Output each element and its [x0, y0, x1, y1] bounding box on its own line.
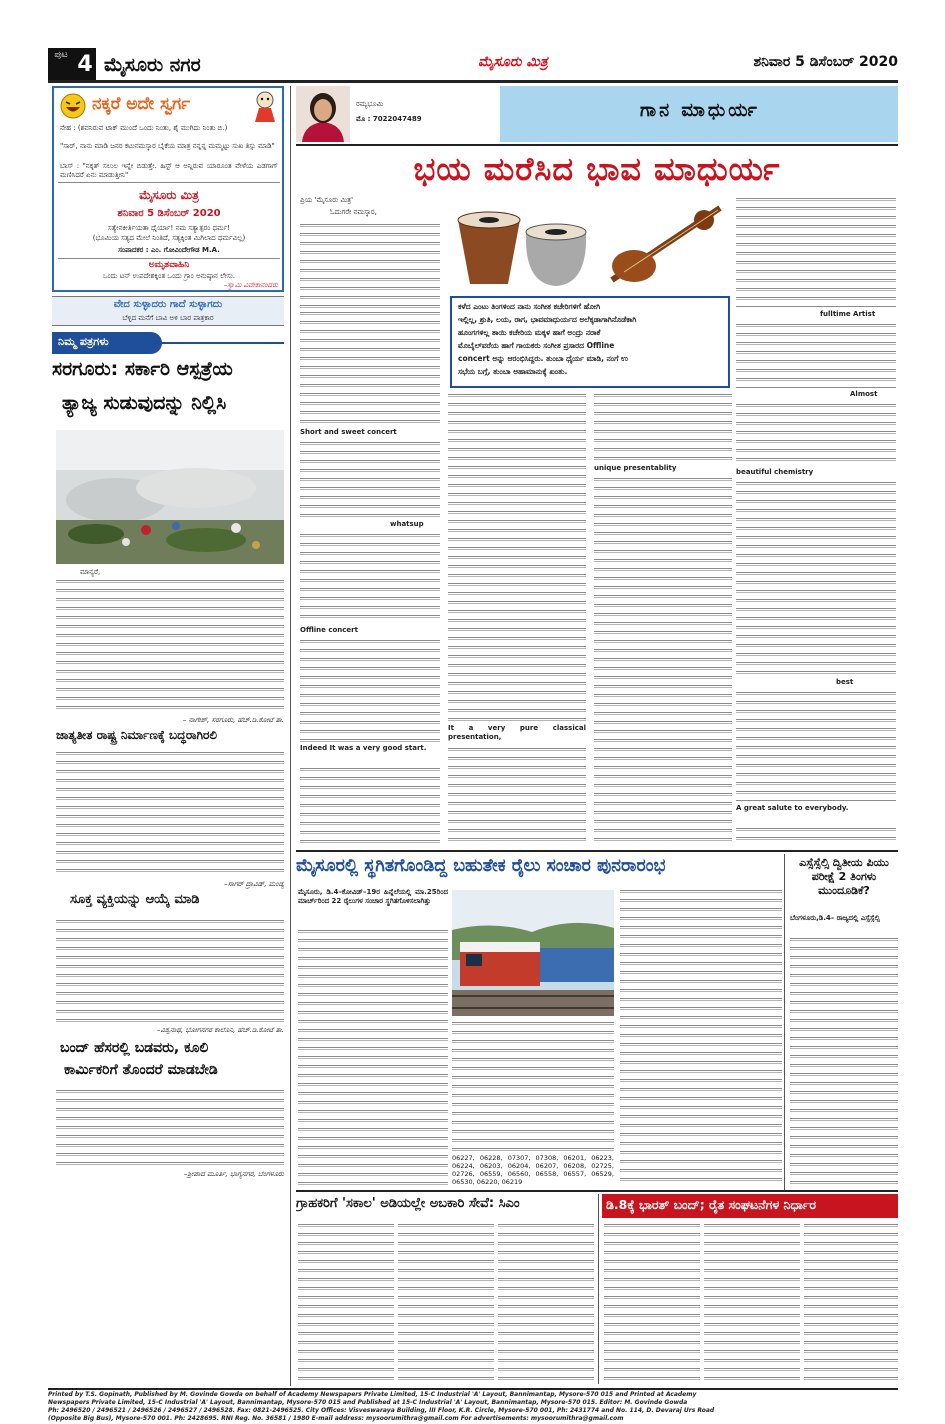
- pullquote-line-4: ಮೊಬೈಲ್‌ವರೆಯ ಹಾಗೆ ಗಾಯಕರು ಸಂಗೀತ ಪ್ರಸಾರದ Offline: [458, 341, 615, 350]
- proverb-box: [52, 296, 284, 326]
- feature-phrase-concert: Short and sweet concert: [300, 428, 397, 436]
- bandh-headline-1: ಬಂದ್ ಹೆಸರಲ್ಲಿ ಬಡವರು, ಕೂಲಿ: [60, 1040, 209, 1056]
- feature-bottom-rule: [296, 850, 898, 852]
- sslc-body: [790, 936, 898, 1186]
- bandh-headline-box: [602, 1194, 898, 1218]
- pullquote-line-2: ಇಲ್ಲಿಲ್ಲ, ಶ್ರುತಿ, ಲಯ, ರಾಗ, ಭಾವಮಾಧುರ್ಯದ ಅಲೆಕ್ಕಡಾಗಾಗಿನೊಡೆಕಾಗಿ: [458, 315, 637, 324]
- footer-line-4: (Opposite Big Bus), Mysore-570 001. Ph: 2428695. RNI Reg. No. 36581 / 1980 E-mail address: mysoorumithra@gmail.com For advertisements: mysoorumithra@gmail.com: [48, 1415, 624, 1422]
- train-photo: [452, 890, 614, 1016]
- footer-line-3: Ph: 2496520 / 2496521 / 2496526 / 2496527 / 2496528. Fax: 0821-2496525. City Offices: Visveswaraya Building, III Floor, K.R. Circle, Mysore-570 001, Ph: 2431774 and No. 114, D. Devaraj Urs Road: [48, 1407, 715, 1414]
- feature-phrase-classical: It a very pure classical presentation,: [448, 724, 586, 742]
- humor-line-2: "ಸಾರ್, ನಾನು ಮಾಡಿ ಜನರ ಕಟುನಮಸ್ಕಾರ ಬೈಕೆಯ ಮಾತ್ರ ನನ್ನನ್ನ ಮಮ್ಮಟ್ಟು ಸುಖ ತಿಸ್ಸು ಮಾಡಿ": [60, 142, 275, 150]
- masthead-date: ಶನಿವಾರ 5 ಡಿಸೆಂಬರ್ 2020: [753, 54, 898, 70]
- bandh-rule: [598, 1194, 599, 1384]
- section-title: ಮೈಸೂರು ನಗರ: [104, 54, 201, 76]
- letter-sig-1: – ನಾಗೇಶ್, ಸರಗೂರು, ಹೆಚ್.ಡಿ.ಕೋಟೆ ತಾ.: [182, 716, 284, 724]
- footer-rule: [48, 1388, 898, 1390]
- feature-col-1-a: [300, 310, 440, 426]
- bandh-col-1: [604, 1222, 700, 1384]
- bandh-headline-2: ಕಾರ್ಮಿಕರಿಗೆ ತೊಂದರೆ ಮಾಡಬೇಡಿ: [64, 1062, 218, 1078]
- columnist-name: ರಮ್ಯಭೂಮಿ: [356, 100, 384, 108]
- excise-headline: ಗ್ರಾಹಕರಿಗೆ 'ಸಕಾಲ' ಅಡಿಯಲ್ಲೇ ಅಬಕಾರಿ ಸೇವೆ: ಸಿಎಂ: [296, 1196, 520, 1211]
- rail-headline: ಮೈಸೂರಲ್ಲಿ ಸ್ಥಗಿತಗೊಂಡಿದ್ದ ಬಹುತೇಕ ರೈಲು ಸಂಚಾರ ಪುನರಾರಂಭ: [296, 856, 666, 876]
- humor-box: [52, 86, 284, 292]
- tabla-image: [448, 192, 594, 296]
- feature-phrase-offline: Offline concert: [300, 626, 358, 634]
- amrutha-divider: [58, 258, 280, 259]
- feature-phrase-best: best: [836, 678, 854, 686]
- bottom-stories-rule: [296, 1190, 898, 1192]
- feature-phrase-salute: A great salute to everybody.: [736, 804, 849, 812]
- feature-col-2-a: [448, 392, 586, 722]
- letters-banner: [52, 332, 162, 354]
- feature-phrase-whatsup: whatsup: [390, 520, 424, 528]
- garbage-photo: [56, 430, 284, 564]
- footer-line-1: Printed by T.S. Gopinath, Published by M. Govinde Gowda on behalf of Academy Newspapers Private Limited, 15-C Industrial 'A' Layout, Bannimantap, Mysore-570 015 and Printed at Academy: [48, 1391, 697, 1398]
- amrutha-text: ಒಂದು ಟನ್ ಉಪದೇಶಕ್ಕಿಂತ ಒಂದು ಗ್ರಾಂ ಅನುಷ್ಠಾನ ಲೇಸು.: [102, 272, 236, 280]
- sslc-headline: ಎಸ್ಸೆಸ್ಸೆಲ್ಸಿ ದ್ವಿತೀಯ ಪಿಯು ಪರೀಕ್ಷೆ 2 ತಿಂಗಳು ಮುಂದೂಡಿಕೆ?: [799, 856, 889, 897]
- feature-col-4-c: [736, 480, 896, 676]
- feature-col-4-a: [736, 322, 896, 388]
- page-number: 4: [74, 48, 96, 82]
- feature-headline-box: [296, 146, 898, 194]
- letter-body-1: [56, 578, 284, 714]
- sslc-rule: [784, 854, 785, 1190]
- feature-col-1-e: [300, 766, 440, 846]
- feature-col-4-b: [736, 402, 896, 466]
- pullquote-line-1: ಕಳೆದ ಎಂಟು ತಿಂಗಳಿಂದ ನಾನು ಸಂಗೀತ ಕಚೇರಿಗಳಿಗೆ ಹೋಗಿ: [458, 302, 601, 311]
- feature-col-3-b: [594, 476, 732, 846]
- letter-body-2: [56, 750, 284, 878]
- caste-headline: ಜಾತ್ಯತೀತ ರಾಷ್ಟ್ರ ನಿರ್ಮಾಣಕ್ಕೆ ಬದ್ಧರಾಗಿರಲಿ: [56, 728, 218, 742]
- feature-col-4-d: [736, 690, 896, 802]
- letters-banner-rule: [160, 342, 284, 344]
- excise-col-1: [298, 1222, 394, 1384]
- imprint-logo: ಮೈಸೂರು ಮಿತ್ರ: [139, 188, 199, 202]
- left-column-rule: [290, 86, 291, 1386]
- column-title: ಗಾನ ಮಾಧುರ್ಯ: [640, 100, 760, 121]
- letter-sig-4: –ಶ್ರೀಪಾದ ಮೂರ್ತಿ, ಭಾಗ್ಯನಗರ, ಬೆಂಗಳೂರು: [183, 1170, 284, 1178]
- feature-headline: ಭಯ ಮರೆಸಿದ ಭಾವ ಮಾಧುರ್ಯ: [413, 150, 781, 188]
- page-label: ಪುಟ: [48, 48, 74, 82]
- imprint-tagline-1: ಸತ್ಯೇನಕೀರ್ತಿಯತಾ ಧೈರ್ಯಾ! ನಮ ಸತ್ಯಾತ್ಪರಂ ಧರ್ಮ!: [107, 224, 231, 232]
- feature-greeting-2: ಓದುಗರೇ ನಮಸ್ಕಾರ,: [330, 208, 377, 216]
- feature-phrase-unique: unique presentablity: [594, 464, 677, 472]
- letter-body-4: [56, 1088, 284, 1170]
- excise-col-3: [498, 1222, 594, 1384]
- feature-col-1-d: [300, 638, 440, 742]
- footer-imprint: [48, 1391, 898, 1424]
- feature-col-1-top: [300, 222, 440, 308]
- sslc-dateline: ಬೆಂಗಳೂರು,ಡಿ.4– ರಾಜ್ಯದಲ್ಲಿ ಎಸ್ಸೆಸ್ಸೆಲ್ಸಿ: [790, 914, 880, 922]
- columnist-phone: ಮೊ : 7022047489: [356, 115, 422, 123]
- letter-body-3: [56, 918, 284, 1024]
- imprint-tagline-2: (ಭೂಮಿಯ ಸತ್ಯದ ಮೇಲೆ ನಿಂತಿದೆ, ಸತ್ಯಕ್ಕಿಂತ ಮಿಗಿಲಾದ ಧರ್ಮವಿಲ್ಲ): [92, 234, 246, 242]
- excise-col-2: [398, 1222, 494, 1384]
- feature-col-1-b: [300, 440, 440, 518]
- imprint-date: ಶನಿವಾರ 5 ಡಿಸೆಂಬರ್ 2020: [117, 208, 221, 219]
- amrutha-author: –ಸ್ವಾಮಿ ವಿವೇಕಾನಂದರು: [223, 281, 278, 289]
- proverb-line-2: ಬೆಳ್ಳಿದ ಮನೆಗೆ ಬಾವಿ ಅಳಿ ಬಾರ ಪಾತ್ರಕಾರ: [122, 314, 214, 322]
- letter-headline-2: ತ್ಯಾಜ್ಯ ಸುಡುವುದನ್ನು ನಿಲ್ಲಿಸಿ: [62, 392, 227, 414]
- feature-col-1-c: [300, 532, 440, 624]
- pullquote-line-3: ಹೂಂಗಗಳಿಲ್ಲ ತಾಯಿ ಕಚೇರಿಯ ಮಕ್ಕಳ ಹಾಗೆ ಅಂದ್ರು ನರಾಕೆ: [458, 328, 601, 337]
- bandh-col-3: [804, 1222, 898, 1384]
- letters-banner-label: ನಿಮ್ಮ ಪತ್ರಗಳು: [58, 335, 109, 348]
- columnist-photo: [296, 86, 350, 142]
- feature-col-4-e: [736, 826, 896, 846]
- feature-phrase-audience: Indeed It was a very good start.: [300, 744, 427, 752]
- feature-col-4-top: [736, 196, 896, 308]
- column-title-band: [500, 86, 898, 142]
- rail-col-2: [452, 1020, 614, 1186]
- masthead: [48, 48, 898, 82]
- proverb-line-1: ವೇದ ಸುಳ್ಳಾದರು ಗಾದೆ ಸುಳ್ಳಾಗದು: [113, 299, 223, 310]
- veena-image: [600, 194, 730, 290]
- feature-phrase-fulltime: fulltime Artist: [820, 310, 876, 318]
- bandh-col-2: [704, 1222, 800, 1384]
- laugh-emoji-icon: [58, 92, 88, 120]
- bharat-bandh-headline: ಡಿ.8ಕ್ಕೆ ಭಾರತ್ ಬಂದ್; ರೈತ ಸಂಘಟನೆಗಳ ನಿರ್ಧಾರ: [606, 1197, 817, 1212]
- humor-title: ನಕ್ಕರೆ ಅದೇ ಸ್ವರ್ಗ: [92, 94, 191, 114]
- rail-dateline: ಮೈಸೂರು, ಡಿ.4–ಕೋವಿಡ್–19ರ ಹಿನ್ನೆಲೆಯಲ್ಲಿ ಮಾ.25ರಿಂದ ಮಾರ್ಚ್‌ರಿಂದ 22 ರೈಲುಗಳ ಸಂಚಾರ ಸ್ಥಗಿತಗೊಳಿಸಲಾಗಿತ್ತು: [298, 888, 448, 906]
- letter-sig-3: –ವಿಶ್ವನಾಥ, ಭೋಗನಗರ ಕಾಲೊನಿ, ಹೆಚ್.ಡಿ.ಕೋಟೆ ತಾ.: [156, 1026, 284, 1034]
- rail-col-3: [620, 888, 782, 1186]
- rail-col-1: [298, 928, 448, 1186]
- rights-headline: ಸೂಕ್ತ ವ್ಯಕ್ತಿಯನ್ನು ಆಯ್ಕೆ ಮಾಡಿ: [70, 892, 200, 907]
- cartoon-icon: [250, 90, 280, 122]
- imprint-editor: ಸಂಪಾದಕರ : ಎಂ. ಗೋವಿಂದೇಗೌಡ M.A.: [118, 246, 220, 254]
- pullquote-line-5: concert ಅನ್ನು ಆರಂಭಿಸಿದ್ದರು. ತುಂಬಾ ಧೈರ್ಯ ಮಾಡಿ, ನಂಗೆ ಉ: [458, 354, 628, 363]
- humor-line-3: ಬಾಸ್ : "ನಕ್ಕತ್ ಸಲುಲ ಇನ್ನೇ ಬಿಡುತ್ತೇ. ಹಿಸ್ಟ್ ಆ ಅನ್ನಿರುವ ಯಾರೂಂತ ವೇಳೆಯ ಎಡಗಾಗ್ ಮಣಿಸಿದರೆ ಏನು ಮಾಡುತ್ತೀನಿ": [60, 162, 278, 180]
- humor-line-1: ನೇಹ : (ಶವನಿರುವ ಟಾಕ್ ಮುಂದೆ ಒಂದು ನಿಂತು, ಶೈ ಮುಗಿದು ನಿಂತು ಬಿ.): [60, 124, 228, 132]
- rail-train-number-list: 06227, 06228, 07307, 07308, 06201, 06223, 06224, 06203, 06204, 06207, 06208, 02725, 02726, 06559, 06560, 06558, 06557, 06529, 06530, 06220, 06219: [452, 1154, 614, 1186]
- feature-col-3-a: [594, 392, 732, 462]
- paper-logo: ಮೈಸೂರು ಮಿತ್ರ: [478, 54, 548, 70]
- feature-pullquote: [450, 296, 730, 388]
- letter-headline-1: ಸರಗೂರು: ಸರ್ಕಾರಿ ಆಸ್ಪತ್ರೆಯ: [52, 358, 233, 380]
- masthead-rule: [48, 80, 898, 83]
- feature-phrase-almost: Almost: [850, 390, 878, 398]
- feature-greeting-1: ಪ್ರಿಯ 'ಮೈಸೂರು ಮಿತ್ರ': [300, 196, 354, 204]
- letter-sig-2: –ಸಾಗರ್ ದ್ರಾವಿಡ್, ಮಂಡ್ಯ: [224, 880, 284, 888]
- letter-salutation: ಮಾನ್ಯರೆ,: [80, 568, 101, 576]
- imprint-divider: [58, 182, 280, 183]
- pullquote-line-6: ಸಭೆಯ ಬಗ್ಗೆ, ತುಂಬಾ ಅಹಾಮಾನುಕ್ಕೆ ಖಂತು.: [458, 367, 568, 376]
- footer-line-2: Newspapers Private Limited, 15-C Industrial 'A' Layout, Bannimantap, Mysore-570 015 and Published at 15-C Industrial 'A' Layout, Bannimantap, Mysore-570 015. Editor: M. Govinde Gowda: [48, 1399, 688, 1406]
- amrutha-title: ಅಮೃತವಾಹಿನಿ: [148, 260, 190, 270]
- feature-col-2-b: [448, 746, 586, 846]
- feature-phrase-chemistry: beautiful chemistry: [736, 468, 814, 476]
